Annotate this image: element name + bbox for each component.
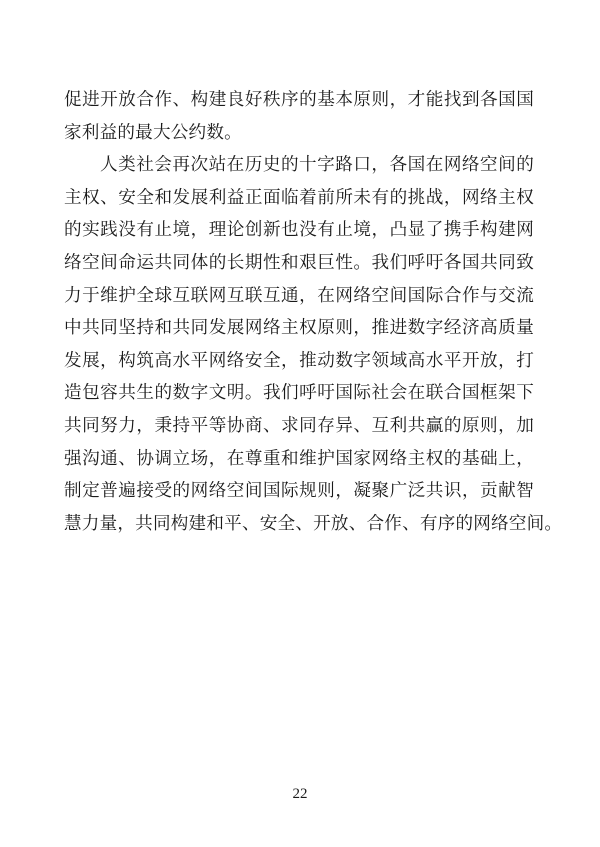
text-line: 络空间命运共同体的长期性和艰巨性。我们呼吁各国共同致	[64, 252, 534, 273]
text-line: 制定普遍接受的网络空间国际规则，凝聚广泛共识，贡献智	[64, 481, 534, 502]
text-line: 的实践没有止境，理论创新也没有止境，凸显了携手构建网	[64, 220, 534, 241]
page-number: 22	[292, 786, 308, 802]
text-line: 发展，构筑高水平网络安全，推动数字领域高水平开放，打	[64, 350, 534, 371]
text-line: 中共同坚持和共同发展网络主权原则，推进数字经济高质量	[64, 318, 534, 339]
text-line: 人类社会再次站在历史的十字路口，各国在网络空间的	[100, 155, 534, 176]
paragraph-1	[64, 84, 534, 149]
text-line: 主权、安全和发展利益正面临着前所未有的挑战，网络主权	[64, 187, 534, 208]
body-text	[64, 84, 563, 540]
text-line: 促进开放合作、构建良好秩序的基本原则，才能找到各国国	[64, 90, 534, 110]
text-line: 强沟通、协调立场，在尊重和维护国家网络主权的基础上，	[64, 448, 534, 469]
text-line: 家利益的最大公约数。	[64, 122, 242, 143]
text-line: 共同努力，秉持平等协商、求同存异、互利共赢的原则，加	[64, 415, 534, 436]
paragraph-2	[64, 149, 563, 540]
text-line: 慧力量，共同构建和平、安全、开放、合作、有序的网络空间。	[64, 513, 563, 534]
text-line: 力于维护全球互联网互联互通，在网络空间国际合作与交流	[64, 285, 534, 306]
text-line: 造包容共生的数字文明。我们呼吁国际社会在联合国框架下	[64, 383, 534, 404]
